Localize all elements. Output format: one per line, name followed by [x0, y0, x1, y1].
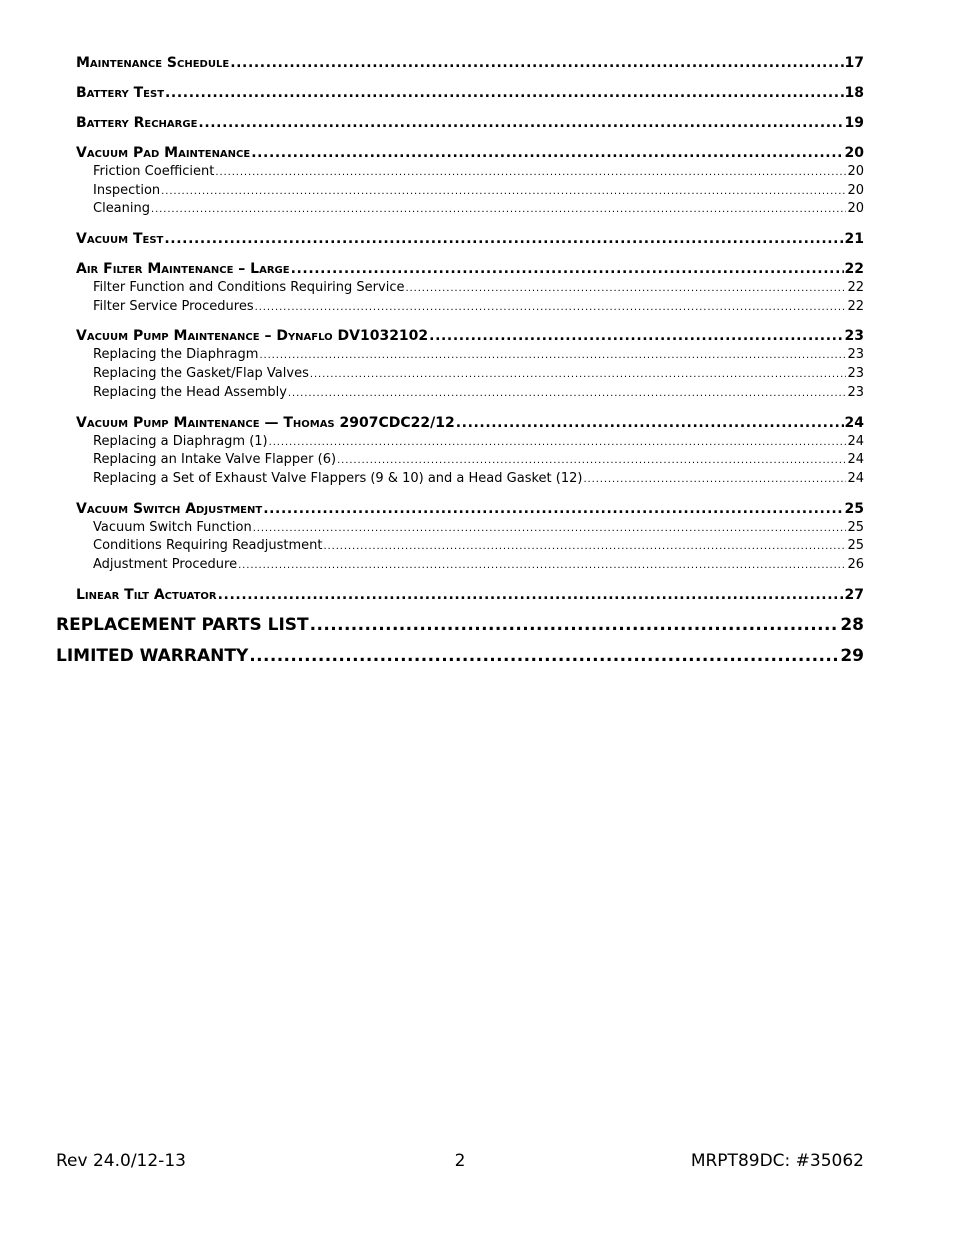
toc-leader-dots	[310, 366, 847, 385]
toc-entry-page: 24	[844, 414, 864, 431]
toc-leader-dots	[164, 230, 843, 249]
toc-entry-title: Cleaning	[93, 201, 150, 217]
toc-leader-dots	[405, 280, 846, 299]
footer-revision: Rev 24.0/12-13	[56, 1151, 186, 1171]
toc-entry-page: 23	[847, 384, 864, 400]
toc-leader-dots	[310, 614, 840, 636]
toc-leader-dots	[259, 347, 846, 366]
toc-entry[interactable]	[93, 537, 864, 556]
toc-leader-dots	[429, 327, 843, 346]
toc-entry[interactable]	[93, 182, 864, 201]
toc-entry-page: 20	[844, 145, 864, 161]
toc-entry-page: 24	[847, 470, 864, 486]
toc-leader-dots	[161, 183, 846, 202]
toc-entry[interactable]	[76, 586, 864, 605]
toc-entry-page: 24	[847, 452, 864, 468]
toc-entry[interactable]	[93, 346, 864, 365]
toc-entry-title: Friction Coefficient	[93, 164, 215, 179]
toc-entry-title: Replacing an Intake Valve Flapper (6)	[93, 452, 337, 468]
toc-entry[interactable]	[76, 327, 864, 346]
toc-entry-page: 17	[844, 55, 864, 71]
toc-entry[interactable]	[76, 414, 864, 433]
toc-leader-dots	[323, 538, 846, 557]
toc-entry-page: 22	[844, 261, 864, 278]
toc-entry-title: Replacing the Gasket/Flap Valves	[93, 366, 309, 382]
toc-entry-page: 19	[844, 115, 864, 131]
toc-leader-dots	[198, 114, 843, 133]
toc-entry-page: 29	[840, 645, 864, 666]
toc-leader-dots	[249, 645, 839, 667]
toc-leader-dots	[251, 144, 843, 163]
toc-entry[interactable]	[76, 260, 864, 279]
toc-entry-title: Inspection	[93, 182, 161, 198]
toc-entry-page: 23	[847, 366, 864, 382]
toc-entry-title: LIMITED WARRANTY	[56, 645, 249, 666]
toc-entry-title: Adjustment Procedure	[93, 556, 238, 572]
toc-leader-dots	[255, 299, 847, 318]
toc-leader-dots	[218, 586, 844, 605]
toc-entry-title: Linear Tilt Actuator	[76, 586, 217, 603]
toc-entry-title: Maintenance Schedule	[76, 55, 230, 71]
toc-entry-title: Replacing the Head Assembly	[93, 384, 287, 400]
toc-leader-dots	[165, 84, 844, 103]
toc-entry[interactable]	[76, 54, 864, 73]
toc-entry[interactable]	[76, 500, 864, 519]
toc-entry-page: 25	[847, 538, 864, 554]
toc-entry-page: 24	[847, 433, 864, 449]
toc-leader-dots	[253, 520, 847, 539]
toc-entry-page: 20	[847, 201, 864, 217]
toc-entry[interactable]	[76, 84, 864, 103]
toc-leader-dots	[215, 164, 846, 183]
toc-entry-title: Replacing a Diaphragm (1)	[93, 433, 268, 449]
footer-doc-id: MRPT89DC: #35062	[690, 1151, 864, 1171]
toc-leader-dots	[456, 414, 844, 433]
toc-entry-title: Conditions Requiring Readjustment	[93, 538, 323, 554]
toc-entry-title: Vacuum Test	[76, 231, 164, 248]
footer-page-number: 2	[454, 1151, 466, 1171]
toc-entry-page: 25	[847, 519, 864, 535]
toc-entry[interactable]	[56, 645, 864, 667]
toc-entry-page: 28	[840, 614, 864, 635]
toc-leader-dots	[238, 557, 846, 576]
toc-leader-dots	[151, 201, 846, 220]
toc-entry-title: Battery Test	[76, 85, 165, 101]
toc-entry[interactable]	[56, 614, 864, 636]
toc-entry[interactable]	[93, 200, 864, 219]
toc-entry[interactable]	[76, 114, 864, 133]
page-footer	[56, 1151, 864, 1173]
toc-entry[interactable]	[93, 433, 864, 452]
toc-entry-title: Vacuum Pad Maintenance	[76, 145, 251, 161]
toc-entry-title: Vacuum Switch Function	[93, 519, 252, 535]
toc-leader-dots	[583, 471, 846, 490]
toc-entry-page: 20	[847, 164, 864, 179]
toc-entry-page: 18	[844, 85, 864, 101]
toc-leader-dots	[230, 54, 843, 73]
toc-entry[interactable]	[93, 451, 864, 470]
toc-leader-dots	[291, 260, 844, 279]
toc-entry[interactable]	[93, 384, 864, 403]
toc-entry[interactable]	[93, 365, 864, 384]
toc-entry-title: Battery Recharge	[76, 115, 198, 131]
toc-entry-page: 22	[847, 298, 864, 314]
toc-entry-title: Air Filter Maintenance – Large	[76, 261, 290, 278]
toc-entry-page: 23	[847, 347, 864, 363]
toc-entry-title: Filter Service Procedures	[93, 298, 254, 314]
toc-entry[interactable]	[93, 556, 864, 575]
toc-entry[interactable]	[76, 144, 864, 163]
toc-entry-title: Vacuum Pump Maintenance – Dynaflo DV1032102	[76, 328, 429, 345]
toc-entry-page: 25	[844, 500, 864, 517]
toc-entry[interactable]	[93, 298, 864, 317]
table-of-contents	[56, 54, 864, 667]
toc-entry-title: Replacing a Set of Exhaust Valve Flappers (9 & 10) and a Head Gasket (12)	[93, 470, 583, 486]
toc-entry-title: Filter Function and Conditions Requiring Service	[93, 280, 405, 296]
toc-leader-dots	[269, 434, 847, 453]
toc-entry-title: REPLACEMENT PARTS LIST	[56, 614, 309, 635]
toc-entry[interactable]	[93, 519, 864, 538]
toc-entry-title: Vacuum Pump Maintenance — Thomas 2907CDC22/12	[76, 414, 455, 431]
toc-entry-page: 21	[844, 231, 864, 248]
toc-entry-page: 27	[844, 586, 864, 603]
toc-entry[interactable]	[93, 470, 864, 489]
toc-leader-dots	[288, 385, 847, 404]
toc-entry[interactable]	[93, 163, 864, 182]
toc-entry[interactable]	[76, 230, 864, 249]
toc-entry-page: 22	[847, 280, 864, 296]
toc-entry-page: 23	[844, 328, 864, 345]
toc-entry-title: Vacuum Switch Adjustment	[76, 500, 263, 517]
toc-entry-page: 26	[847, 556, 864, 572]
toc-entry-page: 20	[847, 182, 864, 198]
toc-leader-dots	[263, 500, 843, 519]
toc-entry-title: Replacing the Diaphragm	[93, 347, 259, 363]
toc-leader-dots	[337, 452, 846, 471]
toc-entry[interactable]	[93, 279, 864, 298]
